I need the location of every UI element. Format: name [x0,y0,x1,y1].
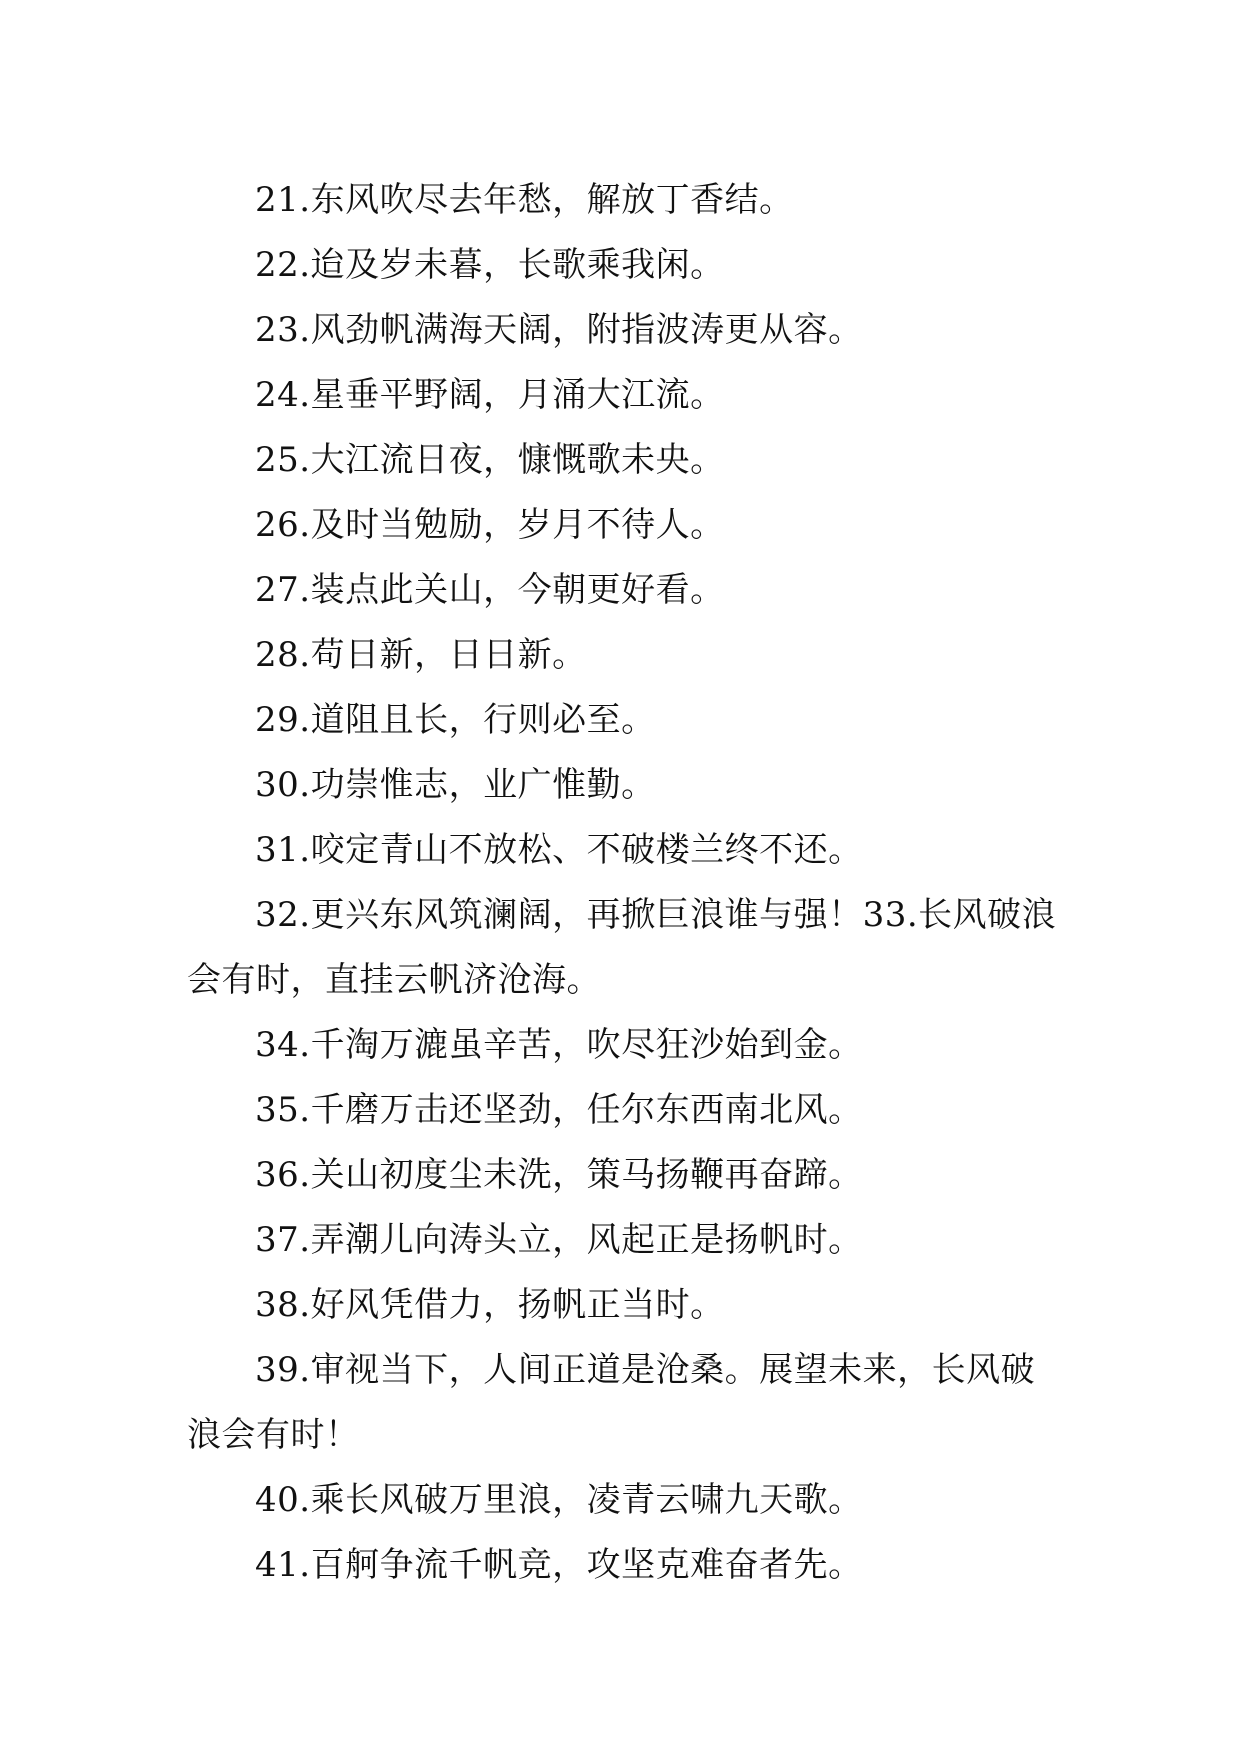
paragraph: 35.千磨万击还坚劲，任尔东西南北风。 [255,1090,863,1130]
paragraph: 23.风劲帆满海天阔，附指波涛更从容。 [255,310,863,350]
paragraph: 26.及时当勉励，岁月不待人。 [255,505,725,545]
paragraph: 24.星垂平野阔，月涌大江流。 [255,375,725,415]
paragraph: 34.千淘万漉虽辛苦，吹尽狂沙始到金。 [255,1025,863,1065]
paragraph: 21.东风吹尽去年愁，解放丁香结。 [255,180,794,220]
paragraph: 38.好风凭借力，扬帆正当时。 [255,1285,725,1325]
paragraph: 25.大江流日夜，慷慨歌未央。 [255,440,725,480]
paragraph: 28.苟日新，日日新。 [255,635,587,675]
paragraph: 22.迨及岁未暮，长歌乘我闲。 [255,245,725,285]
paragraph: 31.咬定青山不放松、不破楼兰终不还。 [255,830,863,870]
document-body [187,168,1067,1598]
paragraph: 36.关山初度尘未洗，策马扬鞭再奋蹄。 [255,1155,863,1195]
paragraph: 37.弄潮儿向涛头立，风起正是扬帆时。 [255,1220,863,1260]
paragraph: 27.装点此关山，今朝更好看。 [255,570,725,610]
paragraph: 40.乘长风破万里浪，凌青云啸九天歌。 [255,1480,863,1520]
paragraph: 29.道阻且长，行则必至。 [255,700,656,740]
paragraph: 41.百舸争流千帆竞，攻坚克难奋者先。 [255,1545,863,1585]
paragraph: 30.功崇惟志，业广惟勤。 [255,765,656,805]
paragraph: 32.更兴东风筑澜阔，再掀巨浪谁与强！33.长风破浪会有时，直挂云帆济沧海。 [187,895,1057,1000]
paragraph: 39.审视当下，人间正道是沧桑。展望未来，长风破浪会有时！ [187,1350,1036,1455]
